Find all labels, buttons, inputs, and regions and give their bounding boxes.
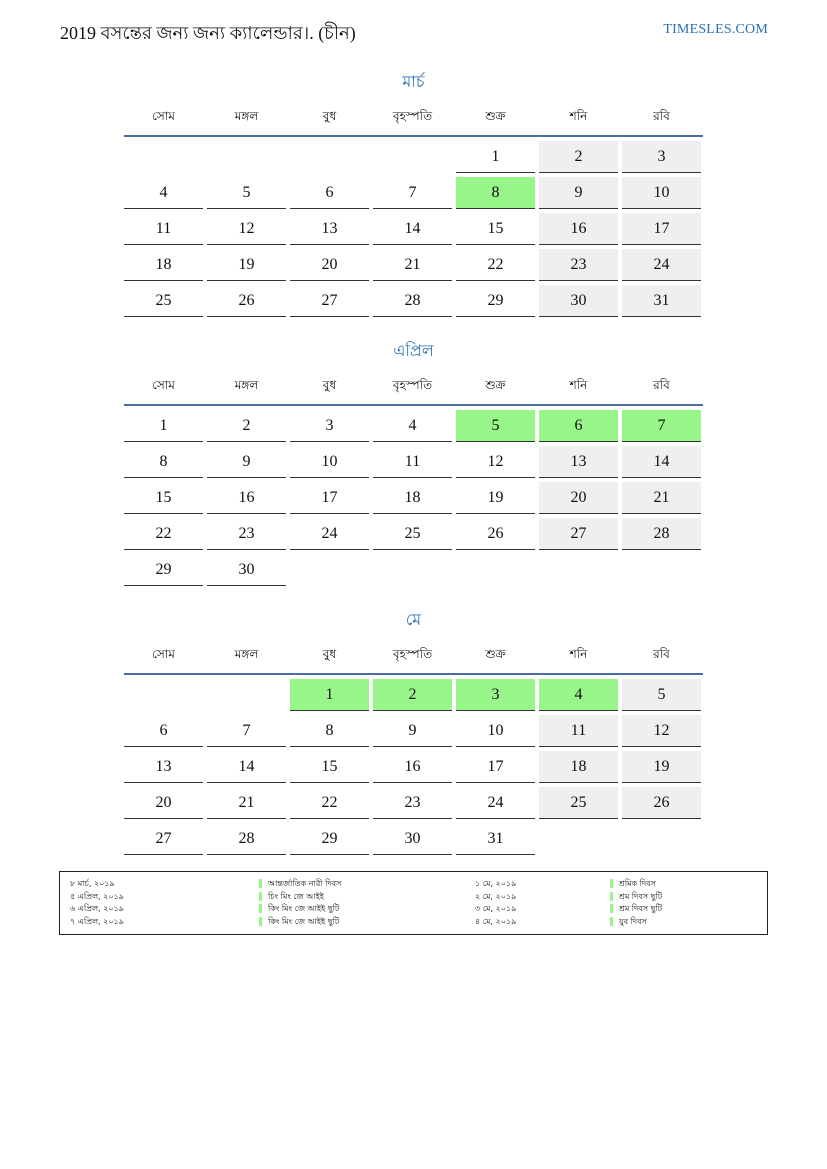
day-cell[interactable]: 12 (207, 213, 286, 245)
holiday-day-cell[interactable]: 2 (373, 679, 452, 711)
day-cell[interactable]: 7 (207, 715, 286, 747)
weekday-header (124, 643, 703, 675)
legend-date: ৫ এপ্রিল, ২০১৯ (70, 891, 124, 901)
weekday-label: মঙ্গল (234, 378, 259, 392)
day-cell[interactable]: 31 (622, 285, 701, 317)
day-cell[interactable]: 13 (124, 751, 203, 783)
day-cell[interactable]: 23 (539, 249, 618, 281)
day-cell[interactable]: 21 (622, 482, 701, 514)
legend-date: ৬ এপ্রিল, ২০১৯ (70, 904, 124, 913)
day-cell[interactable]: 22 (290, 787, 369, 819)
empty-cell (290, 141, 369, 173)
day-cell[interactable]: 9 (373, 715, 452, 747)
day-cell[interactable]: 17 (290, 482, 369, 514)
day-cell[interactable]: 15 (456, 213, 535, 245)
week-row (124, 482, 703, 514)
legend-date: ৭ এপ্রিল, ২০১৯ (70, 916, 124, 926)
holiday-day-cell[interactable]: 6 (539, 410, 618, 442)
weekday-label: শনি (569, 647, 588, 661)
weekday-label: সোম (152, 109, 175, 123)
day-cell[interactable]: 26 (622, 787, 701, 819)
day-cell[interactable]: 24 (290, 518, 369, 550)
day-cell[interactable]: 27 (539, 518, 618, 550)
legend-date: ৪ মে, ২০১৯ (475, 916, 517, 926)
day-cell[interactable]: 13 (290, 213, 369, 245)
week-row (124, 751, 703, 783)
holiday-day-cell[interactable]: 4 (539, 679, 618, 711)
weekday-label: রবি (653, 109, 670, 123)
legend-date: ১ মে, ২০১৯ (475, 879, 517, 888)
day-cell[interactable]: 1 (124, 410, 203, 442)
month-title: মার্চ (402, 72, 425, 91)
day-cell[interactable]: 20 (290, 249, 369, 281)
weekday-header (124, 105, 703, 137)
day-cell[interactable]: 29 (456, 285, 535, 317)
day-cell[interactable]: 23 (207, 518, 286, 550)
legend-holiday-label: শ্রম দিবস ছুটি (610, 904, 662, 913)
day-cell[interactable]: 28 (373, 285, 452, 317)
day-cell[interactable]: 17 (622, 213, 701, 245)
holiday-day-cell[interactable]: 1 (290, 679, 369, 711)
legend-holiday-name (259, 891, 341, 904)
empty-cell (456, 554, 535, 586)
day-cell[interactable]: 12 (456, 446, 535, 478)
empty-cell (622, 823, 701, 855)
day-cell[interactable]: 5 (622, 679, 701, 711)
day-cell[interactable]: 24 (456, 787, 535, 819)
day-cell[interactable]: 29 (124, 554, 203, 586)
weekday-label: বুধ (322, 378, 337, 392)
day-cell[interactable]: 21 (373, 249, 452, 281)
holiday-day-cell[interactable]: 8 (456, 177, 535, 209)
day-cell[interactable]: 13 (539, 446, 618, 478)
week-row (124, 446, 703, 478)
legend-holiday-label: শ্রমিক দিবস (610, 879, 656, 888)
legend-holiday-name (610, 903, 662, 916)
day-cell[interactable]: 26 (456, 518, 535, 550)
day-cell[interactable]: 6 (290, 177, 369, 209)
month-title: মে (405, 610, 422, 629)
day-cell[interactable]: 4 (124, 177, 203, 209)
day-cell[interactable]: 9 (539, 177, 618, 209)
week-row (124, 249, 703, 281)
day-cell[interactable]: 2 (207, 410, 286, 442)
month-april (124, 339, 703, 590)
day-cell[interactable]: 11 (539, 715, 618, 747)
legend-holiday-label: কিং মিং জে আইই ছুটি (259, 904, 339, 913)
weekday-label: শনি (569, 109, 588, 123)
legend-holiday-name (259, 903, 341, 916)
day-cell[interactable]: 19 (207, 249, 286, 281)
week-row (124, 177, 703, 209)
legend-date: ৮ মার্চ, ২০১৯ (70, 879, 115, 888)
day-cell[interactable]: 29 (290, 823, 369, 855)
day-grid (124, 141, 703, 317)
day-cell[interactable]: 16 (539, 213, 618, 245)
day-cell[interactable]: 1 (456, 141, 535, 173)
holiday-day-cell[interactable]: 3 (456, 679, 535, 711)
day-cell[interactable]: 25 (373, 518, 452, 550)
legend-left-names (259, 878, 341, 928)
day-cell[interactable]: 11 (124, 213, 203, 245)
day-cell[interactable]: 28 (622, 518, 701, 550)
week-row (124, 518, 703, 550)
legend-holiday-label: চিং মিং জে আইই (259, 892, 324, 901)
day-cell[interactable]: 30 (539, 285, 618, 317)
weekday-label: বুধ (322, 109, 337, 123)
legend-holiday-label: কিং মিং জে আইই ছুটি (259, 917, 339, 926)
day-cell[interactable]: 27 (290, 285, 369, 317)
day-cell[interactable]: 20 (124, 787, 203, 819)
weekday-label: বৃহস্পতি (392, 378, 433, 392)
day-cell[interactable]: 11 (373, 446, 452, 478)
month-march (124, 70, 703, 321)
day-cell[interactable]: 14 (373, 213, 452, 245)
day-cell[interactable]: 10 (290, 446, 369, 478)
weekday-label: বৃহস্পতি (392, 109, 433, 123)
day-cell[interactable]: 22 (124, 518, 203, 550)
month-may (124, 608, 703, 859)
day-grid (124, 410, 703, 586)
day-cell[interactable]: 26 (207, 285, 286, 317)
legend-date: ৩ মে, ২০১৯ (475, 904, 517, 913)
legend-holiday-label: শ্রম দিবস ছুটি (610, 892, 662, 901)
weekday-label: মঙ্গল (234, 647, 259, 661)
week-row (124, 410, 703, 442)
day-cell[interactable]: 18 (539, 751, 618, 783)
day-cell[interactable]: 15 (290, 751, 369, 783)
empty-cell (539, 554, 618, 586)
legend-left-dates (70, 878, 124, 928)
day-cell[interactable]: 16 (207, 482, 286, 514)
empty-cell (124, 141, 203, 173)
day-cell[interactable]: 30 (207, 554, 286, 586)
day-cell[interactable]: 8 (290, 715, 369, 747)
week-row (124, 554, 703, 586)
week-row (124, 787, 703, 819)
day-cell[interactable]: 19 (622, 751, 701, 783)
weekday-label: বুধ (322, 647, 337, 661)
day-cell[interactable]: 25 (539, 787, 618, 819)
weekday-label: শুক্র (485, 109, 506, 123)
site-link[interactable]: TIMESLES.COM (663, 22, 768, 37)
legend-holiday-name (259, 878, 341, 891)
weekday-label: শুক্র (485, 378, 506, 392)
day-cell[interactable]: 10 (456, 715, 535, 747)
legend-right-names (610, 878, 662, 928)
holiday-day-cell[interactable]: 5 (456, 410, 535, 442)
holiday-legend (59, 871, 768, 935)
weekday-label: বৃহস্পতি (392, 647, 433, 661)
day-cell[interactable]: 16 (373, 751, 452, 783)
month-title: এপ্রিল (393, 341, 434, 360)
weekday-label: সোম (152, 647, 175, 661)
day-grid (124, 679, 703, 855)
weekday-label: রবি (653, 647, 670, 661)
day-cell[interactable]: 10 (622, 177, 701, 209)
weekday-label: মঙ্গল (234, 109, 259, 123)
day-cell[interactable]: 5 (207, 177, 286, 209)
legend-holiday-label: যুব দিবস (610, 917, 647, 926)
legend-holiday-name (259, 916, 341, 929)
day-cell[interactable]: 3 (290, 410, 369, 442)
holiday-day-cell[interactable]: 7 (622, 410, 701, 442)
empty-cell (373, 554, 452, 586)
day-cell[interactable]: 8 (124, 446, 203, 478)
day-cell[interactable]: 28 (207, 823, 286, 855)
week-row (124, 679, 703, 711)
week-row (124, 141, 703, 173)
empty-cell (373, 141, 452, 173)
day-cell[interactable]: 3 (622, 141, 701, 173)
empty-cell (207, 679, 286, 711)
day-cell[interactable]: 20 (539, 482, 618, 514)
day-cell[interactable]: 2 (539, 141, 618, 173)
week-row (124, 213, 703, 245)
legend-right-dates (475, 878, 516, 928)
day-cell[interactable]: 25 (124, 285, 203, 317)
day-cell[interactable]: 27 (124, 823, 203, 855)
weekday-label: সোম (152, 378, 175, 392)
week-row (124, 285, 703, 317)
empty-cell (622, 554, 701, 586)
empty-cell (290, 554, 369, 586)
legend-holiday-name (610, 878, 662, 891)
legend-date: ২ মে, ২০১৯ (475, 891, 517, 901)
day-cell[interactable]: 18 (373, 482, 452, 514)
empty-cell (207, 141, 286, 173)
day-cell[interactable]: 19 (456, 482, 535, 514)
day-cell[interactable]: 31 (456, 823, 535, 855)
day-cell[interactable]: 22 (456, 249, 535, 281)
day-cell[interactable]: 9 (207, 446, 286, 478)
day-cell[interactable]: 23 (373, 787, 452, 819)
day-cell[interactable]: 6 (124, 715, 203, 747)
weekday-label: শুক্র (485, 647, 506, 661)
day-cell[interactable]: 14 (207, 751, 286, 783)
week-row (124, 823, 703, 855)
legend-holiday-name (610, 916, 662, 929)
day-cell[interactable]: 7 (373, 177, 452, 209)
weekday-header (124, 374, 703, 406)
legend-holiday-name (610, 891, 662, 904)
empty-cell (124, 679, 203, 711)
day-cell[interactable]: 21 (207, 787, 286, 819)
day-cell[interactable]: 18 (124, 249, 203, 281)
legend-holiday-label: আন্তর্জাতিক নারী দিবস (259, 879, 341, 888)
page-title: 2019 বসন্তের জন্য জন্য ক্যালেন্ডার।. (চীন) (60, 23, 356, 43)
weekday-label: রবি (653, 378, 670, 392)
day-cell[interactable]: 14 (622, 446, 701, 478)
day-cell[interactable]: 17 (456, 751, 535, 783)
day-cell[interactable]: 24 (622, 249, 701, 281)
day-cell[interactable]: 4 (373, 410, 452, 442)
week-row (124, 715, 703, 747)
weekday-label: শনি (569, 378, 588, 392)
day-cell[interactable]: 12 (622, 715, 701, 747)
day-cell[interactable]: 15 (124, 482, 203, 514)
empty-cell (539, 823, 618, 855)
day-cell[interactable]: 30 (373, 823, 452, 855)
